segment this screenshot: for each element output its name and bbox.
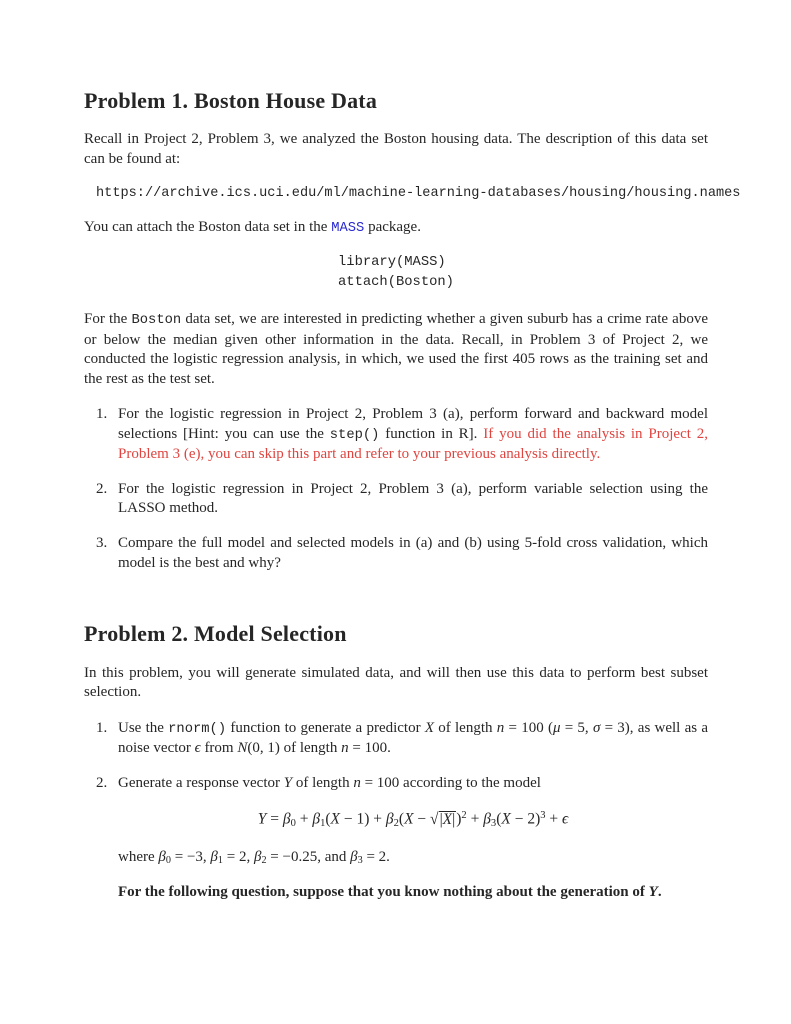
text-run: = −0.25, and — [266, 848, 351, 865]
text-run: = — [266, 810, 283, 828]
subscript: 2 — [261, 855, 267, 867]
text-run: + — [545, 810, 562, 828]
math-var: β — [350, 848, 358, 865]
item-text — [118, 480, 708, 519]
text-run: − — [413, 810, 431, 828]
r-code-block — [338, 253, 454, 293]
text-run: = 3), as well as a noise vector — [118, 719, 708, 756]
code-line-library: library(MASS) — [338, 255, 446, 271]
bold-math-var: Y — [648, 884, 658, 901]
text-run: Generate a response vector — [118, 774, 284, 791]
math-var: N — [237, 739, 248, 756]
subscript: 3 — [490, 818, 497, 830]
item-number: 1. — [96, 719, 108, 736]
problem1-question-list — [84, 405, 708, 573]
item-text — [118, 405, 708, 464]
text-run: ) — [456, 810, 462, 828]
text-run: For the logistic regression in Project 2, Problem 3 (a), perform variable selection using the LASSO method. — [118, 480, 708, 517]
text-run: = 100 according to the model — [360, 774, 541, 791]
math-var: n — [496, 719, 505, 736]
text-run: of length — [292, 774, 354, 791]
math-var: β — [385, 810, 394, 828]
item-text — [118, 774, 708, 794]
text-run: Use the — [118, 719, 169, 736]
math-var: X — [442, 810, 453, 828]
list-item — [96, 534, 708, 573]
math-var: ϵ — [194, 739, 201, 756]
text-run: = −3, — [170, 848, 211, 865]
list-item — [96, 405, 708, 464]
text-run: function to generate a predictor — [226, 719, 425, 736]
text-run: = 5, — [560, 719, 593, 736]
math-var: β — [312, 810, 321, 828]
subscript: 2 — [393, 818, 399, 830]
text-run: ( — [398, 810, 405, 828]
math-var: X — [404, 810, 414, 828]
subscript: 1 — [320, 818, 326, 830]
problem2-question-list — [84, 719, 708, 903]
bold-note — [118, 883, 708, 903]
inline-code: step() — [329, 428, 380, 444]
subscript: 1 — [217, 855, 223, 867]
text-run: = 100 ( — [504, 719, 553, 736]
problem1-section — [84, 88, 741, 573]
text-run: ( — [496, 810, 502, 828]
dataset-description-url: https://archive.ics.uci.edu/ml/machine-learning-databases/housing/housing.names — [96, 185, 741, 201]
math-var: β — [483, 810, 491, 828]
item-text — [118, 534, 708, 573]
list-item — [96, 480, 708, 519]
inline-code: Boston — [131, 313, 182, 329]
text-run: package. — [364, 219, 421, 236]
math-var: β — [158, 848, 166, 865]
text-run: = 100. — [348, 739, 391, 756]
sqrt-expression — [430, 810, 456, 830]
radical-sign: √ — [430, 810, 439, 829]
list-item — [96, 719, 708, 759]
bold-text: For the following question, suppose that you know nothing about the generation of — [118, 884, 649, 901]
math-var: β — [210, 848, 218, 865]
text-run: In this problem, you will generate simulated data, and will then use this data to perform best subset selection. — [84, 664, 708, 701]
text-run: from — [200, 739, 238, 756]
text-run: = 2, — [222, 848, 254, 865]
text-run: You can attach the Boston data set in the — [84, 219, 332, 236]
problem1-attach-paragraph — [84, 218, 708, 238]
text-run: For the — [84, 311, 132, 328]
problem1-body-paragraph — [84, 310, 708, 389]
alert-text: If you did the analysis in Project 2, Problem 3 (e), you can skip this part and refer to your previous analysis directly. — [118, 426, 709, 463]
math-var: X — [330, 810, 340, 828]
code-line-attach: attach(Boston) — [338, 275, 454, 291]
text-run: Recall in Project 2, Problem 3, we analyzed the Boston housing data. The description of this data set can be found at: — [84, 131, 708, 167]
text-run: where — [118, 848, 159, 865]
text-run: Compare the full model and selected models in (a) and (b) using 5-fold cross validation, which model is the best and why? — [118, 535, 708, 571]
text-run: ( — [325, 810, 331, 828]
problem2-title: Problem 2. Model Selection — [84, 621, 347, 647]
item-number: 3. — [96, 535, 108, 552]
text-run: = 2. — [362, 848, 390, 865]
math-var: β — [282, 810, 291, 828]
text-run: function in R]. — [379, 426, 484, 443]
math-var: β — [253, 848, 262, 865]
radicand — [439, 811, 457, 828]
text-run: − 1) + — [340, 810, 386, 828]
text-run: data set, we are interested in predicting whether a given suburb has a crime rate above or below the median given other information in the data. Recall, in Problem 3 of Project 2, we conducted the logistic regression analysis, in which, we used the first 405 rows as the training set and the rest as the test set. — [84, 311, 709, 387]
text-run: + — [466, 810, 484, 828]
item-number: 2. — [96, 774, 108, 791]
text-run: of length — [434, 719, 497, 736]
subscript: 0 — [165, 855, 171, 867]
math-var: X — [501, 810, 511, 828]
math-var: n — [341, 739, 349, 756]
item-number: 2. — [96, 480, 108, 497]
item-number: 1. — [96, 406, 108, 423]
math-var: ϵ — [562, 810, 569, 828]
math-var: X — [424, 719, 435, 736]
problem1-title: Problem 1. Boston House Data — [84, 88, 378, 113]
text-run: − 2) — [510, 810, 541, 828]
subscript: 0 — [290, 818, 296, 830]
inline-code: rnorm() — [168, 721, 227, 737]
math-var: Y — [257, 810, 267, 828]
text-run: | — [452, 810, 456, 828]
math-var: μ — [552, 719, 561, 736]
item-text — [118, 719, 708, 759]
item-body — [118, 774, 708, 904]
math-var: n — [353, 774, 361, 791]
text-run: + — [295, 810, 313, 828]
model-equation — [118, 809, 708, 831]
math-var: Y — [283, 774, 293, 791]
package-name-highlight: MASS — [331, 221, 365, 237]
text-run: | — [439, 810, 443, 828]
text-run: For the logistic regression in Project 2, Problem 3 (a), perform forward and backward model selections [Hint: you can use the — [118, 406, 708, 443]
list-item — [96, 774, 708, 904]
problem1-intro-paragraph — [84, 130, 708, 169]
text-run: (0, 1) of length — [247, 739, 342, 756]
superscript: 3 — [540, 810, 546, 822]
math-var: σ — [592, 719, 601, 736]
superscript: 2 — [461, 810, 467, 822]
problem2-intro-paragraph — [84, 664, 708, 703]
bold-text: . — [657, 884, 662, 901]
problem2-section — [84, 621, 708, 903]
coefficients-line — [118, 848, 708, 868]
subscript: 3 — [357, 855, 363, 867]
